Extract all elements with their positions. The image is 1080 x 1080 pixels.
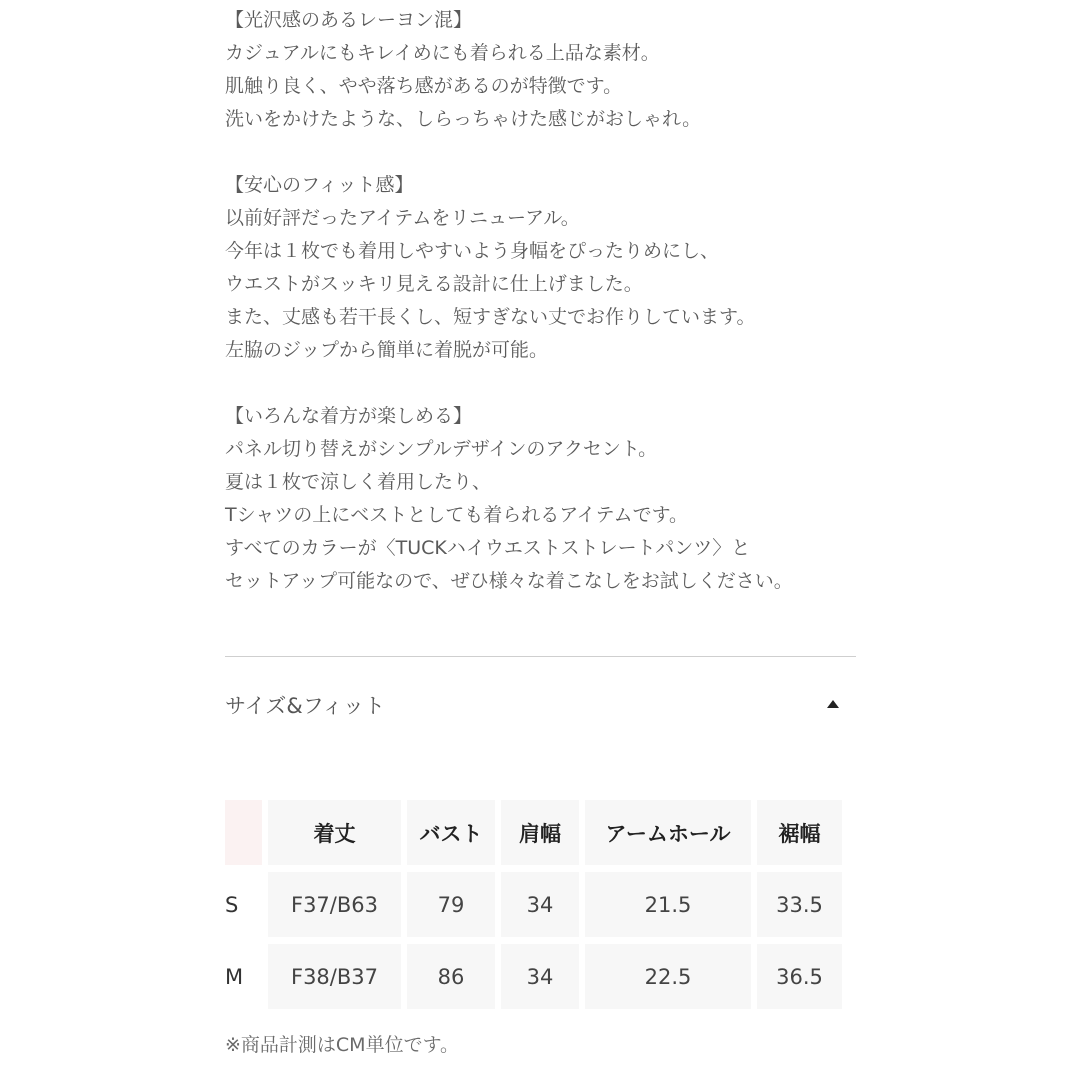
table-cell: 79 xyxy=(407,872,495,937)
table-cell: F38/B37 xyxy=(268,944,401,1009)
description-spacer xyxy=(225,136,865,169)
description-line: 今年は１枚でも着用しやすいよう身幅をぴったりめにし、 xyxy=(225,240,720,262)
caret-up-icon[interactable] xyxy=(827,700,839,708)
table-cell: 22.5 xyxy=(585,944,751,1009)
column-header-bust: バスト xyxy=(407,800,495,865)
column-header-hem-width: 裾幅 xyxy=(757,800,842,865)
description-line: 【いろんな着方が楽しめる】 xyxy=(225,405,473,427)
measurement-note: ※商品計測はCM単位です。 xyxy=(225,1034,460,1056)
size-table xyxy=(219,793,848,1016)
description-line: 【安心のフィット感】 xyxy=(225,174,414,196)
description-line: すべてのカラーが〈TUCKハイウエストストレートパンツ〉と xyxy=(225,537,751,559)
size-label: M xyxy=(225,944,262,1009)
section-divider xyxy=(225,656,856,657)
description-line: パネル切り替えがシンプルデザインのアクセント。 xyxy=(225,438,658,460)
size-label: S xyxy=(225,872,262,937)
description-line: セットアップ可能なので、ぜひ様々な着こなしをお試しください。 xyxy=(225,570,793,592)
table-row xyxy=(225,944,842,1009)
product-description xyxy=(225,4,865,598)
description-line: 【光沢感のあるレーヨン混】 xyxy=(225,9,473,31)
table-cell: 86 xyxy=(407,944,495,1009)
table-header-row xyxy=(225,800,842,865)
description-line: ウエストがスッキリ見える設計に仕上げました。 xyxy=(225,273,643,295)
description-line: 以前好評だったアイテムをリニューアル。 xyxy=(225,207,580,229)
description-line: カジュアルにもキレイめにも着られる上品な素材。 xyxy=(225,42,660,64)
table-row xyxy=(225,872,842,937)
description-line: Tシャツの上にベストとしても着られるアイテムです。 xyxy=(225,504,689,526)
description-line: 左脇のジップから簡単に着脱が可能。 xyxy=(225,339,549,361)
table-cell: 33.5 xyxy=(757,872,842,937)
description-line: 肌触り良く、やや落ち感があるのが特徴です。 xyxy=(225,75,623,97)
size-fit-title: サイズ&フィット xyxy=(225,694,386,718)
table-cell: 34 xyxy=(501,944,579,1009)
description-spacer xyxy=(225,367,865,400)
table-cell: 21.5 xyxy=(585,872,751,937)
table-corner-cell xyxy=(225,800,262,865)
table-cell: F37/B63 xyxy=(268,872,401,937)
table-cell: 36.5 xyxy=(757,944,842,1009)
table-cell: 34 xyxy=(501,872,579,937)
description-line: また、丈感も若干長くし、短すぎない丈でお作りしています。 xyxy=(225,306,756,328)
column-header-armhole: アームホール xyxy=(585,800,751,865)
description-line: 夏は１枚で涼しく着用したり、 xyxy=(225,471,492,493)
column-header-length: 着丈 xyxy=(268,800,401,865)
size-fit-accordion-toggle[interactable] xyxy=(225,686,856,726)
column-header-shoulder: 肩幅 xyxy=(501,800,579,865)
description-line: 洗いをかけたような、しらっちゃけた感じがおしゃれ。 xyxy=(225,108,702,130)
